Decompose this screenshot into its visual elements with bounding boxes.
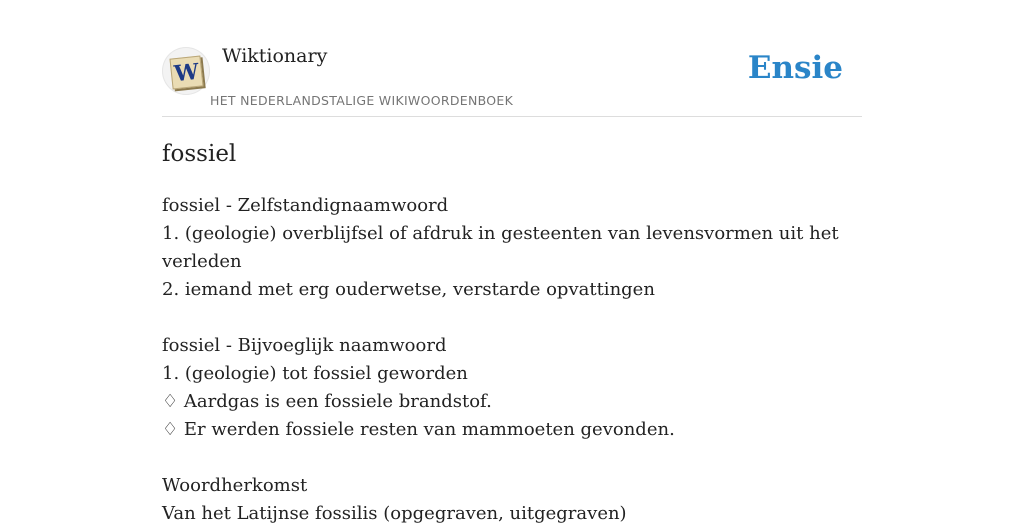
etymology-text: Van het Latijnse fossilis (opgegraven, uitgegraven) (162, 503, 627, 524)
entry-content (162, 136, 852, 528)
ensie-brand-link[interactable]: Ensie (747, 50, 843, 86)
page-title: fossiel (162, 141, 237, 167)
noun-heading: fossiel - Zelfstandignaamwoord (162, 195, 449, 216)
noun-definition-1: 1. (geologie) overblijfsel of afdruk in gesteenten van levensvormen uit het verleden (162, 223, 839, 272)
section-spacer (162, 444, 852, 472)
adjective-heading: fossiel - Bijvoeglijk naamwoord (162, 335, 447, 356)
etymology-heading: Woordherkomst (162, 475, 308, 496)
adjective-definition-1: 1. (geologie) tot fossiel geworden (162, 363, 468, 384)
logo-letter: W (172, 58, 201, 87)
entry-body (162, 192, 852, 528)
section-spacer (162, 304, 852, 332)
noun-definition-2: 2. iemand met erg ouderwetse, verstarde opvattingen (162, 279, 655, 300)
logo-tile-icon (169, 55, 203, 89)
site-tagline: HET NEDERLANDSTALIGE WIKIWOORDENBOEK (210, 93, 514, 108)
adjective-example-2: ♢ Er werden fossiele resten van mammoeten gevonden. (162, 419, 675, 440)
wiktionary-logo[interactable] (162, 47, 210, 95)
site-name[interactable]: Wiktionary (222, 45, 328, 67)
site-header (162, 40, 862, 117)
adjective-example-1: ♢ Aardgas is een fossiele brandstof. (162, 391, 492, 412)
